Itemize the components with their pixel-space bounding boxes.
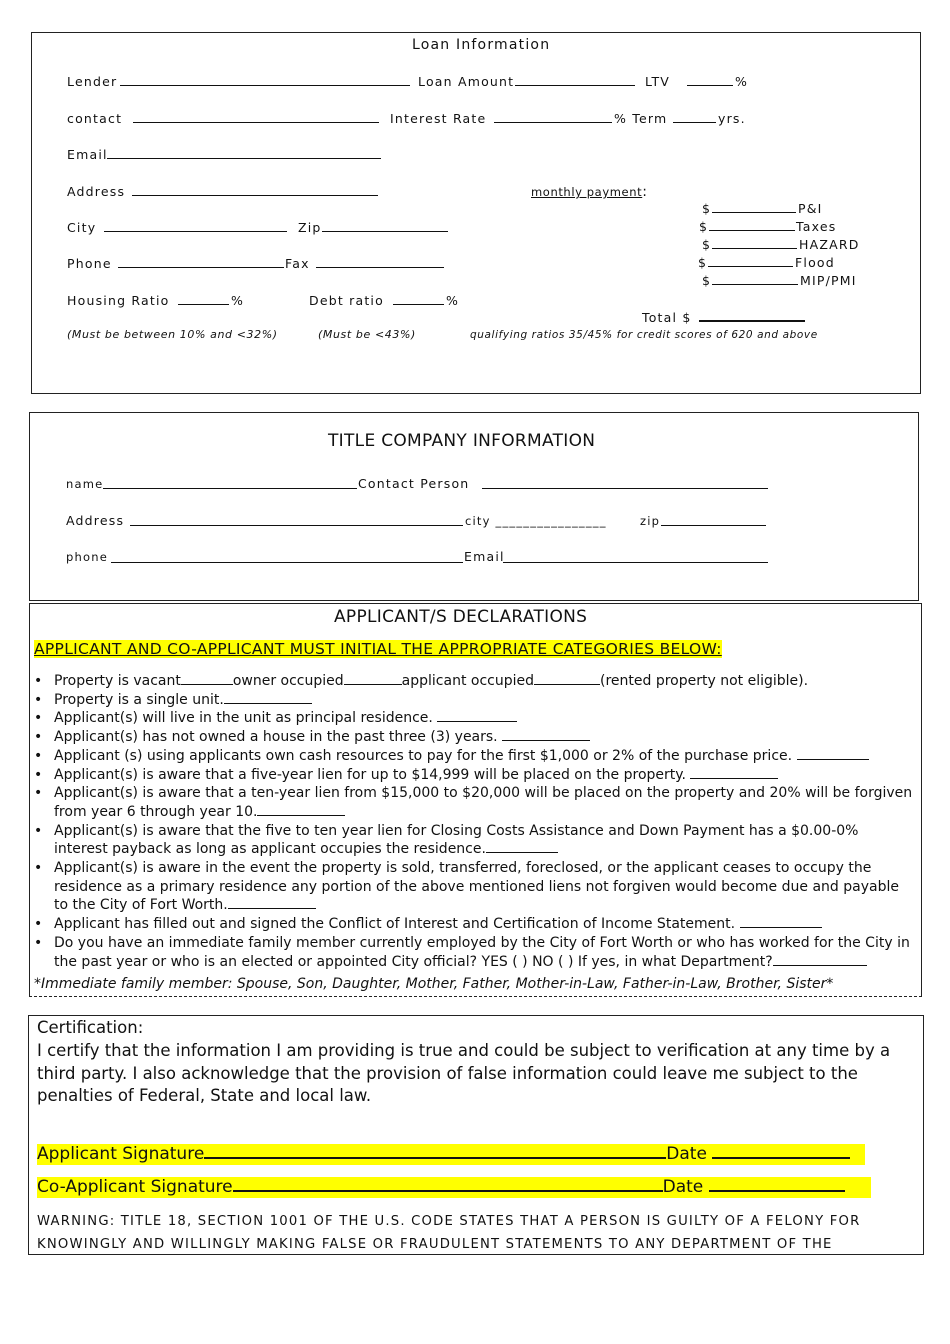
housing-ratio-note: (Must be between 10% and <32%) xyxy=(67,328,278,341)
declarations-title: APPLICANT/S DECLARATIONS xyxy=(334,607,588,627)
declaration-initial-field[interactable] xyxy=(486,841,558,853)
declaration-item xyxy=(34,822,914,859)
name-label: name xyxy=(66,477,104,491)
years-label: yrs. xyxy=(718,111,746,126)
declaration-item xyxy=(34,747,914,766)
certification-section xyxy=(28,1015,924,1255)
declaration-text: Applicant has filled out and signed the Conflict of Interest and Certification of Income Statement. xyxy=(54,916,736,933)
declaration-item xyxy=(34,709,914,728)
loan-amount-field[interactable] xyxy=(515,74,635,86)
title-phone-label: phone xyxy=(66,550,108,564)
applicant-signature-row xyxy=(37,1144,865,1165)
title-address-field[interactable] xyxy=(130,514,463,526)
pi-field[interactable] xyxy=(712,201,796,213)
pi-dollar: $ xyxy=(702,201,712,216)
declaration-item-vacancy xyxy=(34,672,914,691)
qualifying-ratios-note: qualifying ratios 35/45% for credit scores of 620 and above xyxy=(470,329,818,341)
mip-dollar: $ xyxy=(702,273,712,288)
declarations-instruction xyxy=(34,640,722,658)
contact-person-field[interactable] xyxy=(482,477,768,489)
co-applicant-signature-row xyxy=(37,1177,871,1198)
co-applicant-signature-field[interactable] xyxy=(233,1178,663,1192)
declaration-initial-field[interactable] xyxy=(740,916,822,928)
monthly-payment-label xyxy=(531,184,648,200)
declaration-text: Applicant (s) using applicants own cash resources to pay for the first $1,000 or 2% of the purchase price. xyxy=(54,747,793,764)
declaration-initial-field[interactable] xyxy=(797,748,869,760)
phone-label: Phone xyxy=(67,256,112,271)
co-applicant-signature-label: Co-Applicant Signature xyxy=(37,1177,233,1197)
fax-label: Fax xyxy=(285,256,310,271)
term-field[interactable] xyxy=(673,111,716,123)
declaration-text: Applicant(s) is aware that the five to ten year lien for Closing Costs Assistance and Down Payment has a $0.00-0% interest payback as long as applicant occupies the residence. xyxy=(54,822,859,858)
applicant-occupied-initial-field[interactable] xyxy=(534,673,600,685)
declaration-text: Applicant(s) is aware that a ten-year lien from $15,000 to $20,000 will be placed on the property and 20% will be forgiven from year 6 through year 10. xyxy=(54,785,913,820)
flood-label: Flood xyxy=(795,255,835,270)
address-field[interactable] xyxy=(132,184,378,196)
declaration-text: Applicant(s) has not owned a house in the past three (3) years. xyxy=(54,729,498,746)
owner-occupied-initial-field[interactable] xyxy=(344,673,402,685)
declaration-text: Applicant(s) is aware that a five-year lien for up to $14,999 will be placed on the property. xyxy=(54,766,687,783)
flood-field[interactable] xyxy=(708,255,793,267)
email-label: Email xyxy=(67,147,108,162)
city-field[interactable] xyxy=(104,220,287,232)
declaration-item xyxy=(34,691,914,710)
declaration-item xyxy=(34,915,914,934)
declarations-section xyxy=(29,603,922,997)
taxes-field[interactable] xyxy=(709,219,795,231)
interest-rate-label: Interest Rate xyxy=(390,111,487,126)
declarations-list xyxy=(34,672,914,971)
applicant-occupied-label: applicant occupied xyxy=(401,673,534,689)
housing-ratio-field[interactable] xyxy=(178,293,229,305)
address-label: Address xyxy=(67,184,126,199)
mip-label: MIP/PMI xyxy=(800,273,857,288)
declaration-text: Do you have an immediate family member currently employed by the City of Fort Worth or who has worked for the City in the past year or who is an elected or appointed City official? YES ( ) NO ( ) If yes, in what Department? xyxy=(54,934,910,970)
declarations-instruction-text: APPLICANT AND CO-APPLICANT MUST INITIAL THE APPROPRIATE CATEGORIES BELOW: xyxy=(34,640,722,658)
ltv-label: LTV xyxy=(645,74,671,89)
title-zip-field[interactable] xyxy=(661,514,766,526)
declaration-initial-field[interactable] xyxy=(224,692,312,704)
fax-field[interactable] xyxy=(316,256,444,268)
flood-dollar: $ xyxy=(698,255,708,270)
applicant-date-label: Date xyxy=(666,1144,707,1164)
declaration-item xyxy=(34,728,914,747)
rented-note: (rented property not eligible). xyxy=(600,673,809,689)
declaration-item xyxy=(34,766,914,785)
hazard-label: HAZARD xyxy=(799,237,860,252)
title-address-label: Address xyxy=(66,513,125,528)
applicant-signature-field[interactable] xyxy=(204,1145,666,1159)
zip-label: Zip xyxy=(298,220,322,235)
monthly-payment-colon: : xyxy=(642,184,648,200)
declaration-text: Property is a single unit. xyxy=(54,691,224,708)
title-zip-label: zip xyxy=(640,514,661,528)
taxes-dollar: $ xyxy=(699,219,709,234)
declaration-text: Applicant(s) is aware in the event the property is sold, transferred, foreclosed, or the applicant ceases to occupy the residence as a primary residence any portion of the above mentioned liens not forgiven would become due and payable to the City of Fort Worth. xyxy=(54,860,899,914)
debt-ratio-label: Debt ratio xyxy=(309,293,384,308)
total-label: Total $ xyxy=(642,310,692,325)
lender-label: Lender xyxy=(67,74,118,89)
declaration-initial-field[interactable] xyxy=(502,729,590,741)
declaration-item xyxy=(34,784,914,821)
phone-field[interactable] xyxy=(118,256,284,268)
debt-ratio-percent: % xyxy=(446,293,460,308)
pi-label: P&I xyxy=(798,201,823,216)
mip-field[interactable] xyxy=(712,273,798,285)
total-field[interactable] xyxy=(699,310,805,322)
taxes-label: Taxes xyxy=(796,219,837,234)
applicant-date-field[interactable] xyxy=(712,1145,850,1159)
housing-ratio-label: Housing Ratio xyxy=(67,293,170,308)
declaration-initial-field[interactable] xyxy=(773,954,867,966)
title-company-section xyxy=(29,412,919,601)
monthly-payment-text: monthly payment xyxy=(531,185,643,199)
federal-warning: WARNING: TITLE 18, SECTION 1001 OF THE U.S. CODE STATES THAT A PERSON IS GUILTY OF A FELONY FOR KNOWINGLY AND WILLINGLY MAKING FALSE OR FRAUDULENT STATEMENTS TO ANY DEPARTMENT OF THE xyxy=(37,1214,861,1252)
city-label: City xyxy=(67,220,97,235)
vacant-label: Property is vacant xyxy=(54,673,181,689)
interest-rate-field[interactable] xyxy=(494,111,612,123)
ltv-field[interactable] xyxy=(687,74,733,86)
hazard-field[interactable] xyxy=(712,237,797,249)
name-field[interactable] xyxy=(103,477,357,489)
title-email-field[interactable] xyxy=(503,551,768,563)
vacant-initial-field[interactable] xyxy=(181,673,233,685)
declaration-text: Applicant(s) will live in the unit as principal residence. xyxy=(54,710,433,727)
owner-occupied-label: owner occupied xyxy=(232,673,344,689)
lender-field[interactable] xyxy=(120,74,410,86)
hazard-dollar: $ xyxy=(702,237,712,252)
contact-label: contact xyxy=(67,111,123,126)
zip-field[interactable] xyxy=(322,220,448,232)
applicant-signature-label: Applicant Signature xyxy=(37,1144,205,1164)
declaration-item xyxy=(34,859,914,915)
ltv-percent: % xyxy=(735,74,749,89)
co-applicant-date-field[interactable] xyxy=(709,1178,845,1192)
declaration-initial-field[interactable] xyxy=(690,767,778,779)
title-company-title: TITLE COMPANY INFORMATION xyxy=(328,431,596,451)
title-city-label: city ________________ xyxy=(465,514,607,528)
declaration-initial-field[interactable] xyxy=(228,897,316,909)
title-email-label: Email xyxy=(464,549,505,564)
housing-ratio-percent: % xyxy=(231,293,245,308)
email-field[interactable] xyxy=(107,147,381,159)
loan-information-section xyxy=(31,32,921,394)
loan-amount-label: Loan Amount xyxy=(418,74,515,89)
title-phone-field[interactable] xyxy=(111,551,463,563)
contact-person-label: Contact Person xyxy=(358,476,470,491)
certification-heading: Certification: xyxy=(37,1018,144,1037)
contact-field[interactable] xyxy=(133,111,379,123)
debt-ratio-field[interactable] xyxy=(393,293,444,305)
declaration-initial-field[interactable] xyxy=(437,710,517,722)
loan-section-title: Loan Information xyxy=(412,37,551,53)
declaration-initial-field[interactable] xyxy=(257,804,345,816)
declarations-footnote: *Immediate family member: Spouse, Son, Daughter, Mother, Father, Mother-in-Law, Father-in-Law, Brother, Sister* xyxy=(34,976,834,992)
debt-ratio-note: (Must be <43%) xyxy=(318,328,416,341)
certification-body: I certify that the information I am providing is true and could be subject to verification at any time by a third party. I also acknowledge that the provision of false information could leave me subject to the penalties of Federal, State and local law. xyxy=(37,1041,891,1105)
declaration-item xyxy=(34,934,914,971)
term-label: % Term xyxy=(614,111,668,126)
co-applicant-date-label: Date xyxy=(662,1177,704,1197)
